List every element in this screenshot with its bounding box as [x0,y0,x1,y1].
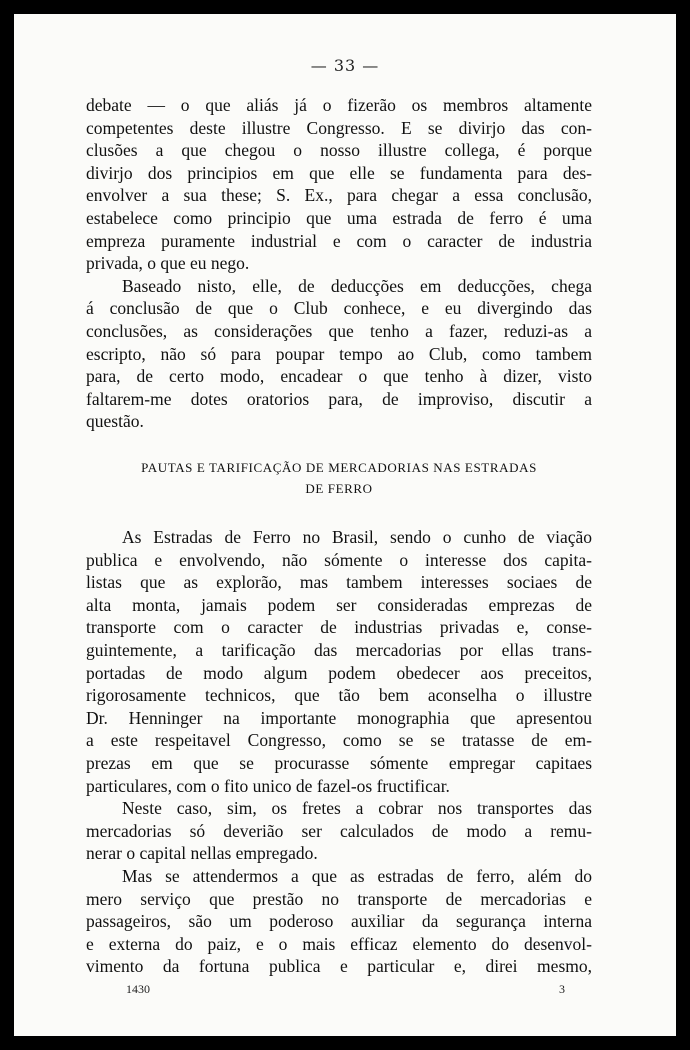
line: debate — o que aliás já o fizerão os membros altamente [86,95,592,115]
line: mercadorias só deverião ser calculados de modo a remu- [86,820,592,841]
section-heading-line-1: PAUTAS E TARIFICAÇÃO DE MERCADORIAS NAS ESTRADAS [141,459,537,475]
line: vimento da fortuna publica e particular e, direi mesmo, [86,956,592,977]
line: empreza puramente industrial e com o caracter de industria [86,230,592,251]
section-heading-line-2: DE FERRO [305,480,373,496]
line: estabelece como principio que uma estrada de ferro é uma [86,207,592,228]
section-heading [86,457,592,499]
line: portadas de modo algum podem obedecer aos preceitos, [86,662,592,683]
line: competentes deste illustre Congresso. E se divirjo das con- [86,117,592,138]
line: rigorosamente technicos, que tão bem aconselha o illustre [86,685,592,706]
footer-signature-number: 1430 [126,982,150,996]
line: Dr. Henninger na importante monographia que apresentou [86,707,592,728]
line: particulares, com o fito unico de fazel-os fructificar. [86,775,450,796]
line: listas que as explorão, mas tambem interesses sociaes de [86,572,592,593]
line: escripto, não só para poupar tempo ao Club, como tambem [86,343,592,364]
document-page [14,14,676,1036]
line: Mas se attendermos a que as estradas de ferro, além do [122,865,592,886]
line: para, de certo modo, encadear o que tenho à dizer, visto [86,366,592,387]
line: mero serviço que prestão no transporte de mercadorias e [86,888,592,909]
paragraph-3 [86,526,592,797]
line: faltarem-me dotes oratorios para, de improviso, discutir a [86,388,592,409]
line: passageiros, são um poderoso auxiliar da segurança interna [86,911,592,932]
line: questão. [86,411,144,432]
line: divirjo dos principios em que elle se fundamenta para des- [86,162,592,183]
line: prezas em que se procurasse sómente empregar capitaes [86,752,592,773]
line: Baseado nisto, elle, de deducções em deducções, chega [122,275,592,296]
footer-signature-mark: 3 [559,982,565,996]
line: clusões a que chegou o nosso illustre collega, é porque [86,140,592,161]
line: As Estradas de Ferro no Brasil, sendo o cunho de viação [122,527,592,547]
paragraph-4 [86,797,592,865]
line: envolver a sua these; S. Ex., para chegar a essa conclusão, [86,185,592,206]
line: e externa do paiz, e o mais efficaz elemento do desenvol- [86,933,592,954]
paragraph-1 [86,94,592,275]
line: privada, o que eu nego. [86,253,250,274]
paragraph-2 [86,275,592,433]
line: Neste caso, sim, os fretes a cobrar nos transportes das [122,798,592,819]
line: transporte com o caracter de industrias privadas e, conse- [86,617,592,638]
page-number: — 33 — [310,56,380,75]
line: nerar o capital nellas empregado. [86,843,318,864]
line: a este respeitavel Congresso, como se se tratasse de em- [86,730,592,751]
line: guintemente, a tarificação das mercadorias por ellas trans- [86,639,592,660]
paragraph-5 [86,865,592,978]
body-bottom [86,526,592,978]
line: á conclusão de que o Club conhece, e eu divergindo das [86,298,592,319]
line: conclusões, as considerações que tenho a fazer, reduzi-as a [86,320,592,341]
line: publica e envolvendo, não sómente o interesse dos capita- [86,549,592,570]
line: alta monta, jamais podem ser consideradas emprezas de [86,594,592,615]
body-top [86,94,592,517]
